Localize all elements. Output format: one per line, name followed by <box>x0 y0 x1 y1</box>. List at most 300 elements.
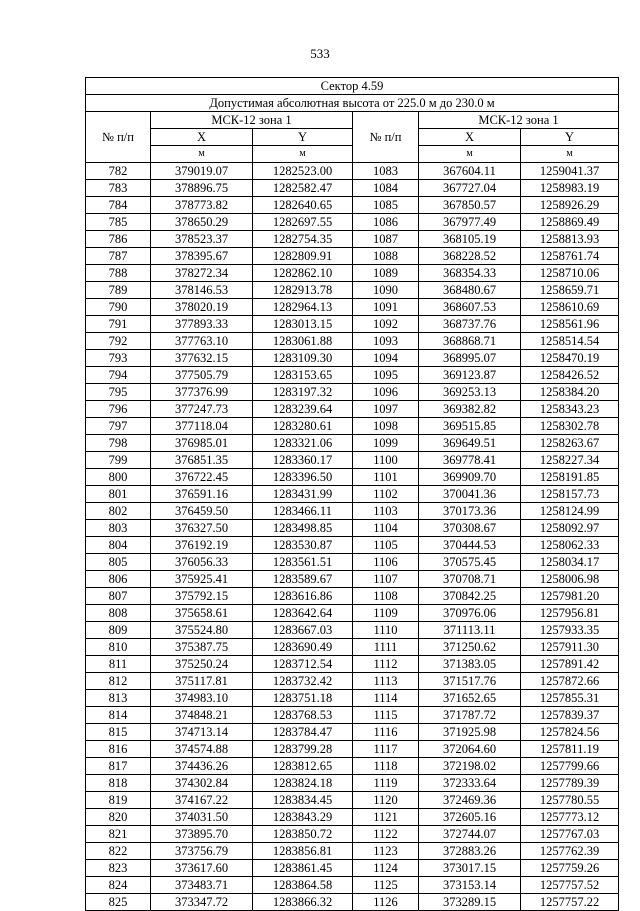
table-row <box>86 537 619 554</box>
point-num-left: 797 <box>86 418 151 435</box>
point-num-left: 791 <box>86 316 151 333</box>
coord-system-header-left: МСК-12 зона 1 <box>151 112 353 129</box>
table-row <box>86 435 619 452</box>
point-num-left: 819 <box>86 792 151 809</box>
point-num-right: 1113 <box>353 673 419 690</box>
table-row <box>86 350 619 367</box>
table-row <box>86 724 619 741</box>
point-num-left: 782 <box>86 163 151 180</box>
table-row <box>86 894 619 911</box>
x-right: 369515.85 <box>419 418 521 435</box>
point-num-left: 792 <box>86 333 151 350</box>
point-num-right: 1120 <box>353 792 419 809</box>
y-left: 1283013.15 <box>253 316 353 333</box>
x-right: 372605.16 <box>419 809 521 826</box>
x-left: 378896.75 <box>151 180 253 197</box>
y-right: 1257839.37 <box>521 707 619 724</box>
point-num-left: 793 <box>86 350 151 367</box>
point-num-left: 786 <box>86 231 151 248</box>
y-right: 1258869.49 <box>521 214 619 231</box>
table-row <box>86 792 619 809</box>
point-num-right: 1089 <box>353 265 419 282</box>
x-right: 372198.02 <box>419 758 521 775</box>
table-row <box>86 316 619 333</box>
page-number: 533 <box>310 46 330 61</box>
point-num-right: 1118 <box>353 758 419 775</box>
point-num-right: 1117 <box>353 741 419 758</box>
point-num-left: 802 <box>86 503 151 520</box>
x-left: 374848.21 <box>151 707 253 724</box>
table-row <box>86 384 619 401</box>
y-left: 1283864.58 <box>253 877 353 894</box>
x-left: 374713.14 <box>151 724 253 741</box>
table-row <box>86 248 619 265</box>
x-left: 377505.79 <box>151 367 253 384</box>
x-right: 368607.53 <box>419 299 521 316</box>
point-num-right: 1123 <box>353 843 419 860</box>
table-row <box>86 622 619 639</box>
x-right: 367977.49 <box>419 214 521 231</box>
y-left: 1283197.32 <box>253 384 353 401</box>
x-left: 375925.41 <box>151 571 253 588</box>
y-right: 1257757.52 <box>521 877 619 894</box>
point-num-left: 801 <box>86 486 151 503</box>
point-num-right: 1098 <box>353 418 419 435</box>
coord-system-header-right: МСК-12 зона 1 <box>419 112 619 129</box>
table-row <box>86 588 619 605</box>
point-num-left: 817 <box>86 758 151 775</box>
table-row <box>86 605 619 622</box>
x-unit-right: м <box>419 146 521 163</box>
y-left: 1283690.49 <box>253 639 353 656</box>
point-num-right: 1101 <box>353 469 419 486</box>
point-num-right: 1085 <box>353 197 419 214</box>
table-row <box>86 265 619 282</box>
point-num-right: 1087 <box>353 231 419 248</box>
x-right: 369253.13 <box>419 384 521 401</box>
point-num-right: 1104 <box>353 520 419 537</box>
coordinates-table <box>85 77 619 911</box>
y-left: 1283360.17 <box>253 452 353 469</box>
point-num-left: 783 <box>86 180 151 197</box>
table-row <box>86 503 619 520</box>
height-range: Допустимая абсолютная высота от 225.0 м до 230.0 м <box>86 95 619 112</box>
x-left: 378395.67 <box>151 248 253 265</box>
x-left: 375117.81 <box>151 673 253 690</box>
sector-title: Сектор 4.59 <box>86 78 619 95</box>
point-num-right: 1091 <box>353 299 419 316</box>
table-row <box>86 180 619 197</box>
point-num-right: 1124 <box>353 860 419 877</box>
point-num-right: 1086 <box>353 214 419 231</box>
y-left: 1283667.03 <box>253 622 353 639</box>
table-row <box>86 690 619 707</box>
x-right: 370308.67 <box>419 520 521 537</box>
point-num-right: 1121 <box>353 809 419 826</box>
x-right: 369649.51 <box>419 435 521 452</box>
table-row <box>86 554 619 571</box>
point-num-right: 1106 <box>353 554 419 571</box>
table-row <box>86 367 619 384</box>
y-left: 1283530.87 <box>253 537 353 554</box>
table-row <box>86 418 619 435</box>
x-right: 370976.06 <box>419 605 521 622</box>
y-right: 1258062.33 <box>521 537 619 554</box>
y-right: 1258227.34 <box>521 452 619 469</box>
point-num-left: 788 <box>86 265 151 282</box>
x-left: 378020.19 <box>151 299 253 316</box>
point-num-right: 1103 <box>353 503 419 520</box>
point-num-left: 789 <box>86 282 151 299</box>
point-num-right: 1112 <box>353 656 419 673</box>
point-num-right: 1125 <box>353 877 419 894</box>
point-num-right: 1109 <box>353 605 419 622</box>
point-num-left: 785 <box>86 214 151 231</box>
table-row <box>86 877 619 894</box>
x-left: 374574.88 <box>151 741 253 758</box>
point-num-left: 820 <box>86 809 151 826</box>
point-num-right: 1100 <box>353 452 419 469</box>
point-num-right: 1111 <box>353 639 419 656</box>
point-num-right: 1108 <box>353 588 419 605</box>
y-right: 1258006.98 <box>521 571 619 588</box>
point-num-left: 823 <box>86 860 151 877</box>
point-num-left: 815 <box>86 724 151 741</box>
point-num-left: 810 <box>86 639 151 656</box>
x-left: 375658.61 <box>151 605 253 622</box>
point-num-left: 821 <box>86 826 151 843</box>
point-num-left: 784 <box>86 197 151 214</box>
y-right: 1257933.35 <box>521 622 619 639</box>
x-left: 374031.50 <box>151 809 253 826</box>
y-left: 1283109.30 <box>253 350 353 367</box>
x-left: 377763.10 <box>151 333 253 350</box>
y-right: 1257780.55 <box>521 792 619 809</box>
y-left: 1283396.50 <box>253 469 353 486</box>
x-right: 369123.87 <box>419 367 521 384</box>
x-left: 375250.24 <box>151 656 253 673</box>
x-right: 371925.98 <box>419 724 521 741</box>
x-right: 369382.82 <box>419 401 521 418</box>
y-right: 1257891.42 <box>521 656 619 673</box>
point-num-left: 803 <box>86 520 151 537</box>
point-num-left: 814 <box>86 707 151 724</box>
table-row <box>86 452 619 469</box>
table-row <box>86 163 619 180</box>
y-left: 1283589.67 <box>253 571 353 588</box>
x-left: 378146.53 <box>151 282 253 299</box>
x-right: 369909.70 <box>419 469 521 486</box>
x-right: 372064.60 <box>419 741 521 758</box>
y-right: 1258343.23 <box>521 401 619 418</box>
x-right: 371517.76 <box>419 673 521 690</box>
y-right: 1257789.39 <box>521 775 619 792</box>
point-num-left: 787 <box>86 248 151 265</box>
point-num-left: 790 <box>86 299 151 316</box>
table-row <box>86 639 619 656</box>
point-num-left: 805 <box>86 554 151 571</box>
x-left: 374167.22 <box>151 792 253 809</box>
table-row <box>86 673 619 690</box>
point-num-left: 822 <box>86 843 151 860</box>
point-num-right: 1126 <box>353 894 419 911</box>
x-left: 373756.79 <box>151 843 253 860</box>
y-left: 1283280.61 <box>253 418 353 435</box>
x-left: 373483.71 <box>151 877 253 894</box>
x-right: 367604.11 <box>419 163 521 180</box>
point-num-left: 794 <box>86 367 151 384</box>
point-num-right: 1114 <box>353 690 419 707</box>
point-num-right: 1092 <box>353 316 419 333</box>
table-row <box>86 401 619 418</box>
x-right: 368737.76 <box>419 316 521 333</box>
point-num-right: 1119 <box>353 775 419 792</box>
x-left: 376722.45 <box>151 469 253 486</box>
y-left: 1283856.81 <box>253 843 353 860</box>
y-right: 1258426.52 <box>521 367 619 384</box>
table-row <box>86 656 619 673</box>
point-num-left: 807 <box>86 588 151 605</box>
x-right: 372744.07 <box>419 826 521 843</box>
point-num-right: 1107 <box>353 571 419 588</box>
point-num-right: 1116 <box>353 724 419 741</box>
x-left: 377118.04 <box>151 418 253 435</box>
x-right: 372333.64 <box>419 775 521 792</box>
y-left: 1283732.42 <box>253 673 353 690</box>
x-left: 375524.80 <box>151 622 253 639</box>
y-left: 1283239.64 <box>253 401 353 418</box>
x-left: 374983.10 <box>151 690 253 707</box>
y-right: 1258034.17 <box>521 554 619 571</box>
table-row <box>86 843 619 860</box>
point-num-right: 1083 <box>353 163 419 180</box>
point-num-left: 809 <box>86 622 151 639</box>
y-right: 1257911.30 <box>521 639 619 656</box>
y-right: 1258092.97 <box>521 520 619 537</box>
point-num-left: 800 <box>86 469 151 486</box>
x-left: 373617.60 <box>151 860 253 877</box>
y-left: 1282964.13 <box>253 299 353 316</box>
y-left: 1282809.91 <box>253 248 353 265</box>
y-right: 1258659.71 <box>521 282 619 299</box>
x-right: 368868.71 <box>419 333 521 350</box>
y-header-left: Y <box>253 129 353 146</box>
y-left: 1282754.35 <box>253 231 353 248</box>
y-right: 1258384.20 <box>521 384 619 401</box>
x-right: 372469.36 <box>419 792 521 809</box>
y-left: 1283834.45 <box>253 792 353 809</box>
x-right: 368228.52 <box>419 248 521 265</box>
x-right: 371787.72 <box>419 707 521 724</box>
x-left: 375387.75 <box>151 639 253 656</box>
y-left: 1283824.18 <box>253 775 353 792</box>
point-num-right: 1095 <box>353 367 419 384</box>
y-left: 1283431.99 <box>253 486 353 503</box>
table-row <box>86 707 619 724</box>
point-num-right: 1105 <box>353 537 419 554</box>
x-header-left: X <box>151 129 253 146</box>
y-right: 1257773.12 <box>521 809 619 826</box>
x-left: 376591.16 <box>151 486 253 503</box>
point-num-right: 1090 <box>353 282 419 299</box>
point-num-left: 818 <box>86 775 151 792</box>
x-left: 373347.72 <box>151 894 253 911</box>
x-left: 378650.29 <box>151 214 253 231</box>
table-row <box>86 197 619 214</box>
x-left: 379019.07 <box>151 163 253 180</box>
point-num-left: 812 <box>86 673 151 690</box>
y-left: 1283850.72 <box>253 826 353 843</box>
y-right: 1258470.19 <box>521 350 619 367</box>
x-left: 376192.19 <box>151 537 253 554</box>
y-left: 1283784.47 <box>253 724 353 741</box>
y-left: 1283561.51 <box>253 554 353 571</box>
point-num-left: 816 <box>86 741 151 758</box>
x-left: 378272.34 <box>151 265 253 282</box>
y-right: 1259041.37 <box>521 163 619 180</box>
y-left: 1283466.11 <box>253 503 353 520</box>
x-right: 371652.65 <box>419 690 521 707</box>
x-left: 376459.50 <box>151 503 253 520</box>
y-left: 1282862.10 <box>253 265 353 282</box>
y-right: 1257762.39 <box>521 843 619 860</box>
point-num-left: 824 <box>86 877 151 894</box>
x-right: 371113.11 <box>419 622 521 639</box>
y-left: 1283321.06 <box>253 435 353 452</box>
point-num-right: 1084 <box>353 180 419 197</box>
y-right: 1257981.20 <box>521 588 619 605</box>
x-left: 374436.26 <box>151 758 253 775</box>
x-left: 375792.15 <box>151 588 253 605</box>
y-right: 1258813.93 <box>521 231 619 248</box>
point-num-right: 1115 <box>353 707 419 724</box>
table-row <box>86 860 619 877</box>
x-right: 370444.53 <box>419 537 521 554</box>
point-num-left: 808 <box>86 605 151 622</box>
point-num-left: 806 <box>86 571 151 588</box>
table-row <box>86 299 619 316</box>
point-num-left: 811 <box>86 656 151 673</box>
x-right: 370173.36 <box>419 503 521 520</box>
y-left: 1283153.65 <box>253 367 353 384</box>
table-row <box>86 231 619 248</box>
x-left: 377376.99 <box>151 384 253 401</box>
x-right: 367850.57 <box>419 197 521 214</box>
point-num-left: 796 <box>86 401 151 418</box>
x-right: 373289.15 <box>419 894 521 911</box>
point-num-right: 1094 <box>353 350 419 367</box>
y-right: 1257799.66 <box>521 758 619 775</box>
y-unit-right: м <box>521 146 619 163</box>
y-right: 1257811.19 <box>521 741 619 758</box>
y-right: 1258514.54 <box>521 333 619 350</box>
num-column-header-right: № п/п <box>353 112 419 163</box>
x-right: 371250.62 <box>419 639 521 656</box>
x-left: 378773.82 <box>151 197 253 214</box>
y-right: 1257767.03 <box>521 826 619 843</box>
point-num-right: 1099 <box>353 435 419 452</box>
y-right: 1258926.29 <box>521 197 619 214</box>
x-right: 370041.36 <box>419 486 521 503</box>
x-unit-left: м <box>151 146 253 163</box>
x-right: 370842.25 <box>419 588 521 605</box>
x-left: 374302.84 <box>151 775 253 792</box>
y-left: 1282582.47 <box>253 180 353 197</box>
x-header-right: X <box>419 129 521 146</box>
x-left: 377632.15 <box>151 350 253 367</box>
table-row <box>86 571 619 588</box>
y-right: 1258191.85 <box>521 469 619 486</box>
y-left: 1282523.00 <box>253 163 353 180</box>
y-left: 1283616.86 <box>253 588 353 605</box>
table-row <box>86 826 619 843</box>
y-right: 1257855.31 <box>521 690 619 707</box>
x-right: 373153.14 <box>419 877 521 894</box>
y-right: 1258710.06 <box>521 265 619 282</box>
x-left: 376056.33 <box>151 554 253 571</box>
y-header-right: Y <box>521 129 619 146</box>
y-left: 1283061.88 <box>253 333 353 350</box>
x-left: 376851.35 <box>151 452 253 469</box>
num-column-header-left: № п/п <box>86 112 151 163</box>
table-row <box>86 758 619 775</box>
y-left: 1283812.65 <box>253 758 353 775</box>
table-row <box>86 214 619 231</box>
x-right: 367727.04 <box>419 180 521 197</box>
x-right: 373017.15 <box>419 860 521 877</box>
y-right: 1258983.19 <box>521 180 619 197</box>
point-num-left: 798 <box>86 435 151 452</box>
x-right: 368995.07 <box>419 350 521 367</box>
point-num-left: 795 <box>86 384 151 401</box>
x-right: 368105.19 <box>419 231 521 248</box>
x-left: 376327.50 <box>151 520 253 537</box>
y-left: 1282640.65 <box>253 197 353 214</box>
y-right: 1257759.26 <box>521 860 619 877</box>
x-right: 368354.33 <box>419 265 521 282</box>
y-right: 1258157.73 <box>521 486 619 503</box>
y-right: 1258761.74 <box>521 248 619 265</box>
point-num-right: 1102 <box>353 486 419 503</box>
point-num-left: 804 <box>86 537 151 554</box>
table-row <box>86 486 619 503</box>
table-row <box>86 520 619 537</box>
y-left: 1283843.29 <box>253 809 353 826</box>
x-left: 373895.70 <box>151 826 253 843</box>
y-left: 1283866.32 <box>253 894 353 911</box>
point-num-right: 1110 <box>353 622 419 639</box>
y-left: 1283768.53 <box>253 707 353 724</box>
x-right: 369778.41 <box>419 452 521 469</box>
x-left: 377893.33 <box>151 316 253 333</box>
point-num-left: 813 <box>86 690 151 707</box>
point-num-right: 1122 <box>353 826 419 843</box>
table-row <box>86 469 619 486</box>
y-left: 1283498.85 <box>253 520 353 537</box>
y-left: 1282697.55 <box>253 214 353 231</box>
point-num-right: 1093 <box>353 333 419 350</box>
x-left: 377247.73 <box>151 401 253 418</box>
y-left: 1283712.54 <box>253 656 353 673</box>
table-row <box>86 333 619 350</box>
y-right: 1258302.78 <box>521 418 619 435</box>
y-left: 1283642.64 <box>253 605 353 622</box>
table-row <box>86 809 619 826</box>
y-right: 1258561.96 <box>521 316 619 333</box>
y-left: 1283861.45 <box>253 860 353 877</box>
y-right: 1258263.67 <box>521 435 619 452</box>
y-left: 1282913.78 <box>253 282 353 299</box>
